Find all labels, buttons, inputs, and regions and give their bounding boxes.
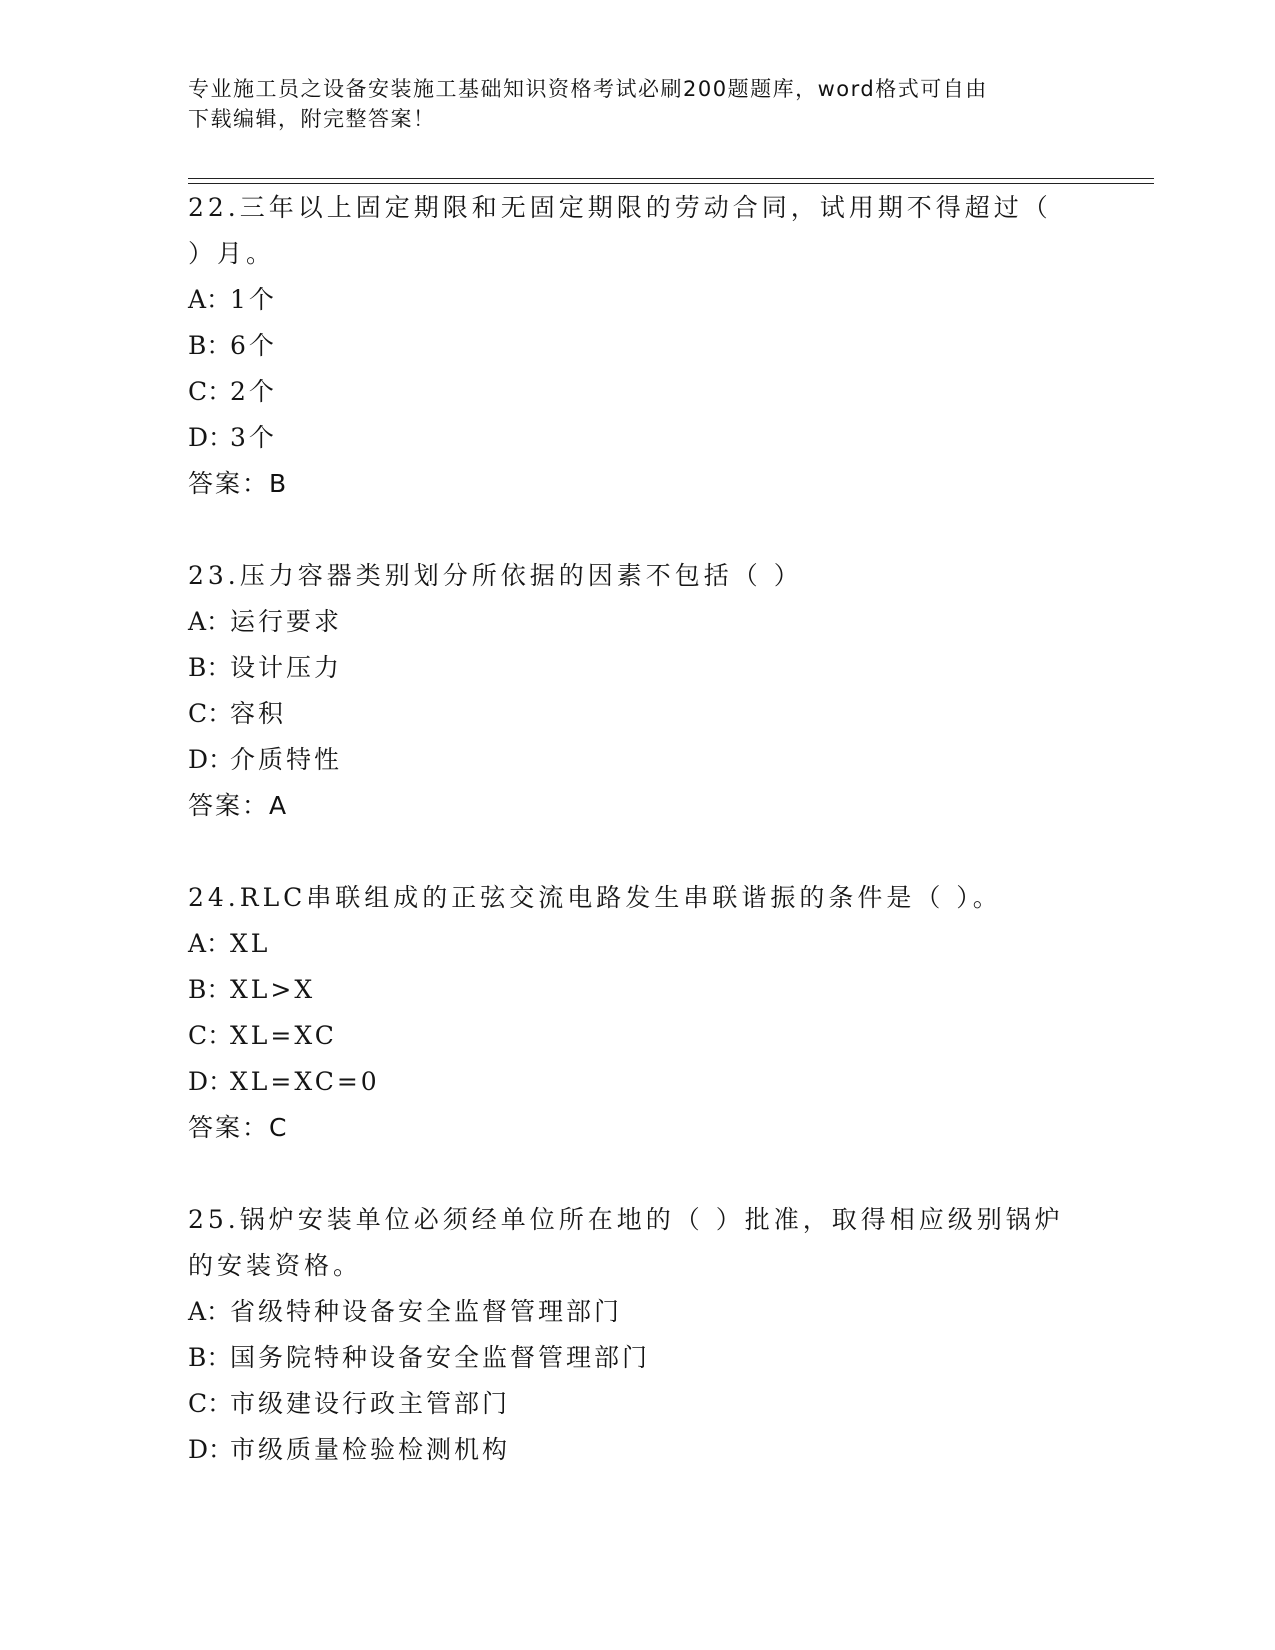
- option-key: B：: [188, 975, 232, 1004]
- document-header: [188, 74, 1068, 134]
- option-text: 运行要求: [230, 607, 343, 636]
- option-text: 2个: [230, 377, 277, 406]
- question-24-option-c: [188, 1013, 337, 1059]
- option-text: 1个: [230, 285, 277, 314]
- question-22-option-a: [188, 277, 277, 323]
- header-line-2: 下载编辑，附完整答案！: [188, 107, 436, 131]
- option-text: 市级建设行政主管部门: [230, 1389, 511, 1418]
- option-key: D：: [188, 1067, 234, 1096]
- question-22-stem-line-2: ）月。: [188, 239, 276, 268]
- question-24-option-d: [188, 1059, 380, 1105]
- question-25-option-d: [188, 1427, 510, 1473]
- option-key: C：: [188, 1021, 233, 1050]
- option-key: B：: [188, 653, 232, 682]
- option-text: XL=XC=0: [230, 1067, 380, 1096]
- option-key: A：: [188, 929, 232, 958]
- option-text: 介质特性: [230, 745, 343, 774]
- option-key: A：: [188, 1297, 232, 1326]
- question-23-option-c: [188, 691, 286, 737]
- option-key: B：: [188, 1343, 232, 1372]
- header-line-1: 专业施工员之设备安装施工基础知识资格考试必刷200题题库，word格式可自由: [188, 77, 988, 101]
- option-key: C：: [188, 377, 233, 406]
- option-text: 6个: [230, 331, 277, 360]
- question-22-answer: 答案：B: [188, 469, 289, 498]
- option-key: B：: [188, 331, 232, 360]
- header-divider-top: [188, 178, 1154, 179]
- question-23-answer: 答案：A: [188, 791, 289, 820]
- option-key: D：: [188, 1435, 234, 1464]
- option-key: D：: [188, 745, 234, 774]
- option-text: 国务院特种设备安全监督管理部门: [230, 1343, 651, 1372]
- option-key: A：: [188, 607, 232, 636]
- question-22-option-d: [188, 415, 277, 461]
- question-23-option-b: [188, 645, 342, 691]
- question-25-stem-line-2: 的安装资格。: [188, 1251, 363, 1280]
- option-key: C：: [188, 1389, 233, 1418]
- question-24-answer: 答案：C: [188, 1113, 289, 1142]
- question-24-stem-line-1: 24.RLC串联组成的正弦交流电路发生串联谐振的条件是（ ）。: [188, 883, 1002, 912]
- option-text: XL>X: [230, 975, 316, 1004]
- question-23-option-d: [188, 737, 342, 783]
- option-key: A：: [188, 285, 232, 314]
- option-text: 容积: [230, 699, 287, 728]
- question-22-option-c: [188, 369, 277, 415]
- question-23-option-a: [188, 599, 342, 645]
- option-key: D：: [188, 423, 234, 452]
- question-24-option-b: [188, 967, 315, 1013]
- option-key: C：: [188, 699, 233, 728]
- question-22-stem-line-1: 22.三年以上固定期限和无固定期限的劳动合同，试用期不得超过（: [188, 193, 1052, 222]
- option-text: 省级特种设备安全监督管理部门: [230, 1297, 623, 1326]
- header-divider-bottom: [188, 183, 1154, 184]
- question-25-option-b: [188, 1335, 650, 1381]
- question-25-stem-line-1: 25.锅炉安装单位必须经单位所在地的（ ）批准，取得相应级别锅炉: [188, 1205, 1064, 1234]
- question-23-stem-line-1: 23.压力容器类别划分所依据的因素不包括（ ）: [188, 561, 803, 590]
- question-25-option-a: [188, 1289, 622, 1335]
- option-text: 设计压力: [230, 653, 343, 682]
- question-22-option-b: [188, 323, 277, 369]
- option-text: XL: [230, 929, 271, 958]
- question-24-option-a: [188, 921, 270, 967]
- question-25-option-c: [188, 1381, 510, 1427]
- option-text: 3个: [230, 423, 277, 452]
- option-text: 市级质量检验检测机构: [230, 1435, 511, 1464]
- option-text: XL=XC: [230, 1021, 337, 1050]
